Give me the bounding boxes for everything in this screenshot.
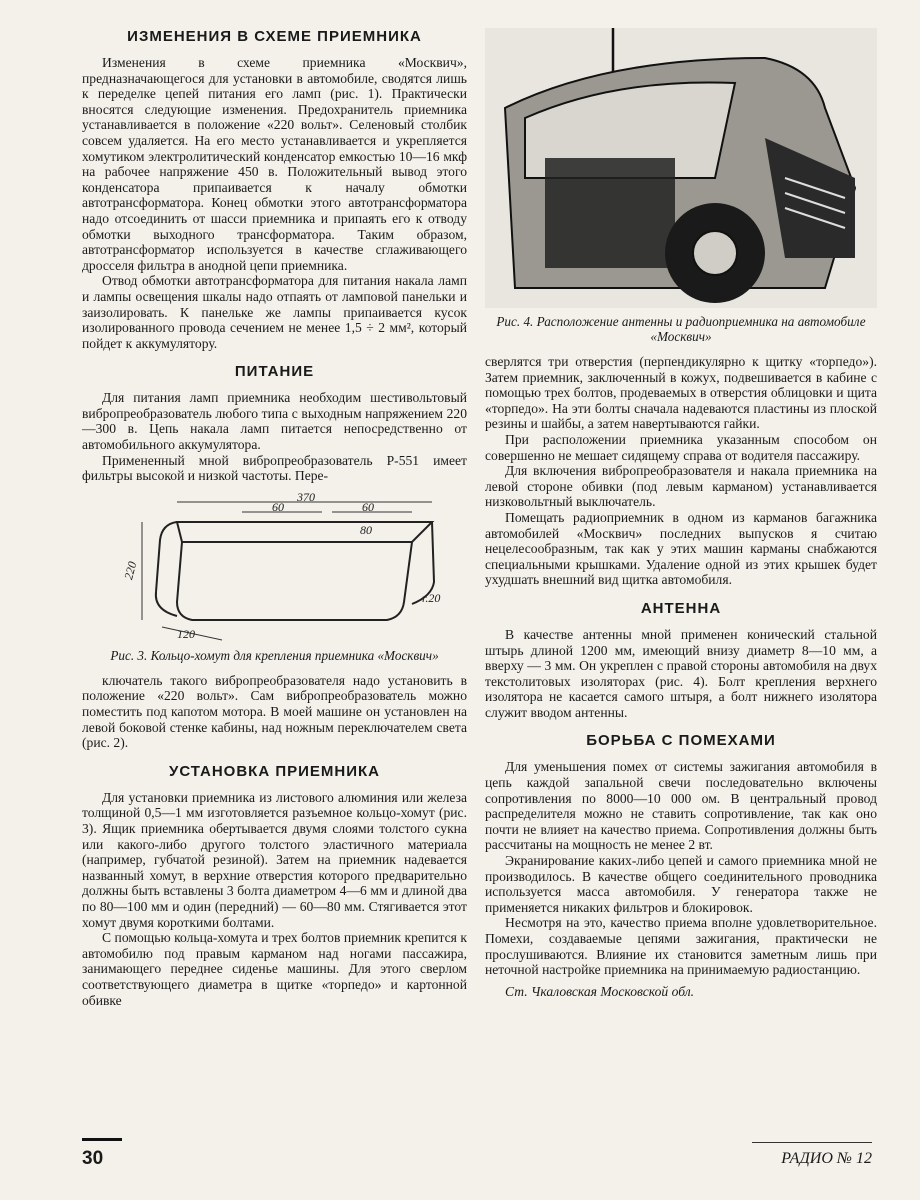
dim-label: 60 <box>362 499 374 514</box>
paragraph: ключатель такого вибропреобразователя надо установить в положение «220 вольт». Сам вибропреобразователь можно поместить под капотом мотора. В моей машине он установлен на левой боковой стенке кабины, над ножным переключателем света (рис. 2). <box>82 672 467 751</box>
heading-schema-changes: ИЗМЕНЕНИЯ В СХЕМЕ ПРИЕМНИКА <box>127 28 422 45</box>
paragraph: Для питания ламп приемника необходим шестивольтовый вибропреобразователь любого типа с выходным напряжением 220—300 в. Цепь накала ламп питается непосредственно от автомобильного аккумулятора. <box>82 390 467 453</box>
paragraph: Для установки приемника из листового алюминия или железа толщиной 0,5—1 мм изготовляется разъемное кольцо-хомут (рис. 3). Ящик приемника обертывается двумя слоями толстого сукна или какого-либо другого толстого эластичного материала (например, губчатой резиной). Затем на приемник надевается названный хомут, в верхние отверстия которого предварительно должны быть вставлены 3 болта диаметром 4—6 мм и длиной два по 80—100 мм и один (передний) — 60—80 мм. Стягивается этот хомут двумя короткими болтами. <box>82 789 467 930</box>
right-column <box>485 28 877 999</box>
dim-label: 80 <box>360 522 372 537</box>
figure-4-caption: Рис. 4. Расположение антенны и радиоприемника на автомобиле «Москвич» <box>496 314 866 344</box>
page-number: 30 <box>82 1148 104 1169</box>
author-location: Ст. Чкаловская Московской обл. <box>505 983 695 999</box>
paragraph: Примененный мной вибропреобразователь Р-551 имеет фильтры высокой и низкой частоты. Пере- <box>82 452 467 484</box>
dim-label: 60 <box>272 499 284 514</box>
dim-label: r.20 <box>422 590 441 605</box>
heading-noise-suppression: БОРЬБА С ПОМЕХАМИ <box>586 732 776 750</box>
paragraph: Отвод обмотки автотрансформатора для питания накала ламп и лампы освещения шкалы надо отпаять от ламповой панельки и заизолировать. К панельке же лампы припаивается кусок изолированного провода сечением не менее 1,5 ÷ 2 мм², который пойдет к аккумулятору. <box>82 273 467 351</box>
figure-3-clamp-drawing <box>82 492 467 642</box>
paragraph: Для уменьшения помех от системы зажигания автомобиля в цепь каждой запальной свечи последовательно включены сопротивления по 8000—10 000 ом. В центральный провод распределителя можно не ставить сопротивление, так как оно почти не влияет на качество приема. Сопротивления должны быть рассчитаны на мощность не менее 2 вт. <box>485 759 877 853</box>
dim-label: 120 <box>177 626 195 641</box>
figure-3-caption: Рис. 3. Кольцо-хомут для крепления приемника «Москвич» <box>110 647 439 663</box>
left-column <box>82 28 467 1008</box>
dim-label: 370 <box>297 491 315 504</box>
heading-antenna: АНТЕННА <box>640 599 722 617</box>
heading-receiver-installation: УСТАНОВКА ПРИЕМНИКА <box>169 762 380 780</box>
dim-label: 220 <box>121 559 140 581</box>
heading-power: ПИТАНИЕ <box>234 363 315 381</box>
paragraph: При расположении приемника указанным способом он совершенно не мешает сидящему справа от водителя пассажиру. <box>485 431 877 463</box>
paragraph: Для включения вибропреобразователя и накала приемника на левой стороне обивки (под левым карманом) устанавливается низковольтный выключатель. <box>485 463 877 510</box>
footer-line <box>752 1142 872 1143</box>
paragraph: Изменения в схеме приемника «Москвич», предназначающегося для установки в автомобиле, сводятся лишь к переделке цепей питания его ламп (рис. 1). Практически вносятся следующие изменения. Предохранитель приемника устанавливается в положение «220 вольт». Селеновый столбик совсем удаляется. На его место устанавливается и укрепляется хомутиком электролитический конденсатор емкостью 10—16 мкф на рабочее напряжение 450 в. Положительный вывод этого конденсатора припаивается к началу обмотки автотрансформатора. Конец обмотки этого автотрансформатора надо отсоединить от шасси приемника и припаять его к отводу обмотки выходного трансформатора. Таким образом, автотрансформатор используется в качестве сглаживающего дросселя фильтра в анодной цепи приемника. <box>82 55 467 273</box>
paragraph: Несмотря на это, качество приема вполне удовлетворительное. Помехи, создаваемые цепями зажигания, практически не прослушиваются. Влияние их становится заметным лишь при неточной настройке приемника на принимаемую радиостанцию. <box>485 915 877 978</box>
paragraph: Экранирование каких-либо цепей и самого приемника мной не производилось. В качестве общего соединительного проводника используется масса автомобиля. У генератора также не применяется никаких фильтров и блокировок. <box>485 853 877 915</box>
paragraph: Помещать радиоприемник в одном из карманов багажника автомобилей «Москвич» последних выпусков я считаю нецелесообразным, так как у этих машин карманы снабжаются специальными крышками. Удаление одной из этих крышек будет ухудшать внешний вид щитка автомобиля. <box>485 509 877 588</box>
paragraph: В качестве антенны мной применен конический стальной штырь длиной 1200 мм, имеющий внизу диаметр 8—10 мм, а вверху — 3 мм. Он укреплен с правой стороны автомобиля на двух текстолитовых изоляторах (рис. 4). Болт крепления верхнего изолятора не касается самого штыря, а болт нижнего изолятора служит вводом антенны. <box>485 626 877 720</box>
figure-4-car-photo <box>485 28 877 308</box>
paragraph: сверлятся три отверстия (перпендикулярно к щитку «торпедо»). Затем приемник, заключенный в кожух, подвешивается в кабине с помощью трех болтов, продеваемых в отверстия облицовки и щита «торпедо». На эти болты сначала надеваются пластины из плоской резины и шайбы, а затем навертываются гайки. <box>485 354 877 432</box>
magazine-issue: РАДИО № 12 <box>781 1150 872 1167</box>
paragraph: С помощью кольца-хомута и трех болтов приемник крепится к автомобилю под правым карманом над ногами пассажира, занимающего переднее сиденье машины. Для этого сверлом соответствующего диаметра в щитке «торпедо» и картонной обивке <box>82 930 467 1008</box>
footer-rule <box>82 1138 122 1141</box>
